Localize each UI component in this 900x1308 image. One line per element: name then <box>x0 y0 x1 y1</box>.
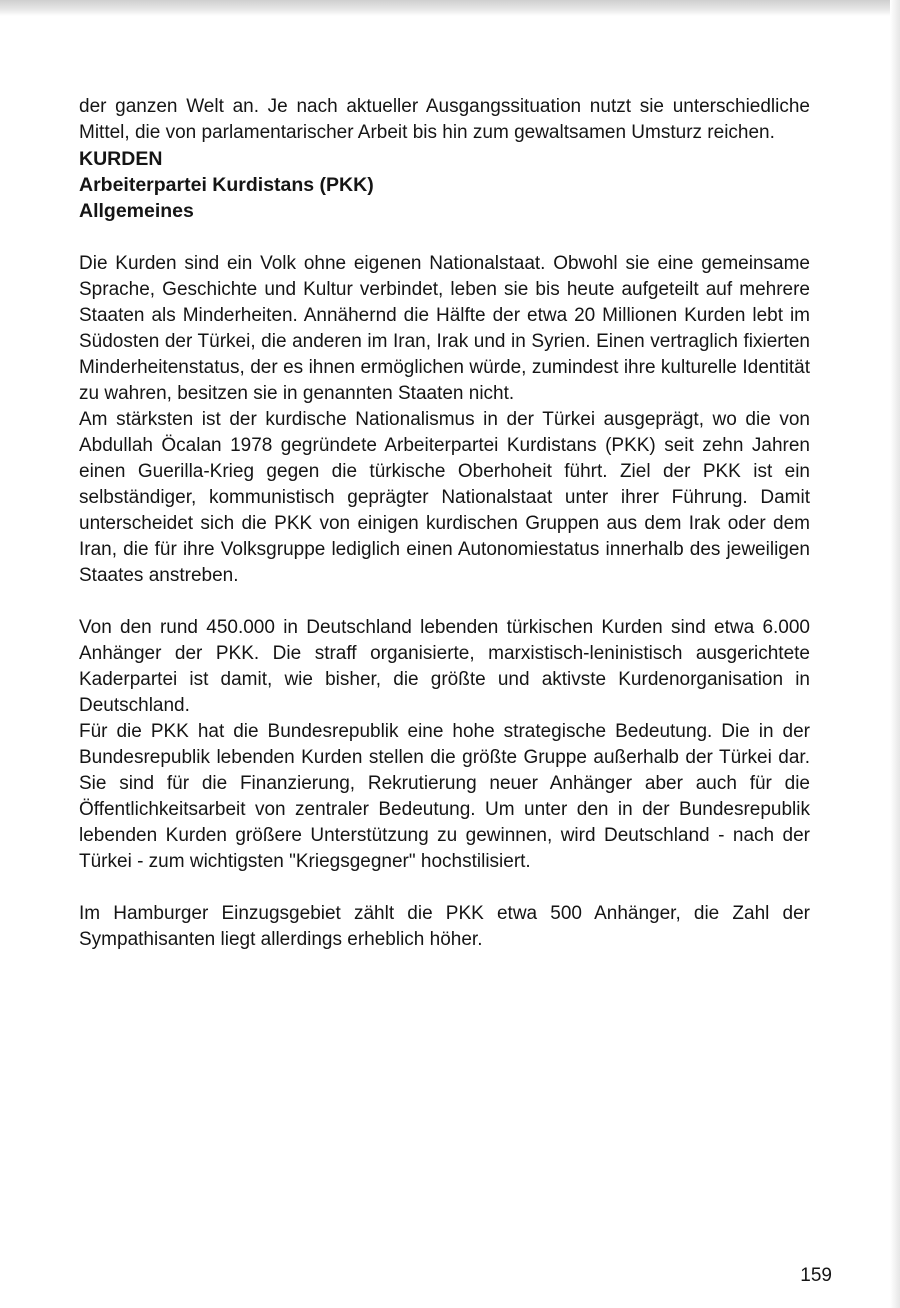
scan-edge-right <box>890 0 900 1308</box>
subsection-heading: Allgemeines <box>79 200 194 222</box>
page-number: 159 <box>800 1265 832 1286</box>
document-page <box>79 94 810 953</box>
intro-paragraph: der ganzen Welt an. Je nach aktueller Ausgangssituation nutzt sie unterschiedliche Mittel, die von parlamentarischer Arbeit bis hin zum gewaltsamen Umsturz reichen. <box>79 96 810 143</box>
section-heading: KURDEN <box>79 148 163 170</box>
paragraph-anhaenger: Von den rund 450.000 in Deutschland lebenden türkischen Kurden sind etwa 6.000 Anhänger der PKK. Die straff organisierte, marxistisch-leninistisch ausgerichtete Kaderpartei ist damit, wie bisher, die größte und aktivste Kurdenorganisation in Deutschland. <box>79 617 810 716</box>
scan-edge-top <box>0 0 900 16</box>
paragraph-nationalismus: Am stärksten ist der kurdische Nationalismus in der Türkei ausgeprägt, wo die von Abdullah Öcalan 1978 gegründete Arbeiterpartei Kurdistans (PKK) seit zehn Jahren einen Guerilla-Krieg gegen die türkische Oberhoheit führt. Ziel der PKK ist ein selbständiger, kommunistisch geprägter Nationalstaat unter ihrer Führung. Damit unterscheidet sich die PKK von einigen kurdischen Gruppen aus dem Irak oder dem Iran, die für ihre Volksgruppe lediglich einen Autonomiestatus innerhalb des jeweiligen Staates anstreben. <box>79 409 810 586</box>
organization-heading: Arbeiterpartei Kurdistans (PKK) <box>79 174 374 196</box>
paragraph-hamburg: Im Hamburger Einzugsgebiet zählt die PKK etwa 500 Anhänger, die Zahl der Sympathisanten liegt allerdings erheblich höher. <box>79 903 810 950</box>
paragraph-kurden-volk: Die Kurden sind ein Volk ohne eigenen Nationalstaat. Obwohl sie eine gemeinsame Sprache, Geschichte und Kultur verbindet, leben sie bis heute aufgeteilt auf mehrere Staaten als Minderheiten. Annähernd die Hälfte der etwa 20 Millionen Kurden lebt im Südosten der Türkei, die anderen im Iran, Irak und in Syrien. Einen vertraglich fixierten Minderheitenstatus, der es ihnen ermöglichen würde, zumindest ihre kulturelle Identität zu wahren, besitzen sie in genannten Staaten nicht. <box>79 253 810 404</box>
paragraph-bedeutung: Für die PKK hat die Bundesrepublik eine hohe strategische Bedeutung. Die in der Bundesrepublik lebenden Kurden stellen die größte Gruppe außerhalb der Türkei dar. Sie sind für die Finanzierung, Rekrutierung neuer Anhänger aber auch für die Öffentlichkeitsarbeit von zentraler Bedeutung. Um unter den in der Bundesrepublik lebenden Kurden größere Unterstützung zu gewinnen, wird Deutschland - nach der Türkei - zum wichtigsten "Kriegsgegner" hochstilisiert. <box>79 721 810 872</box>
